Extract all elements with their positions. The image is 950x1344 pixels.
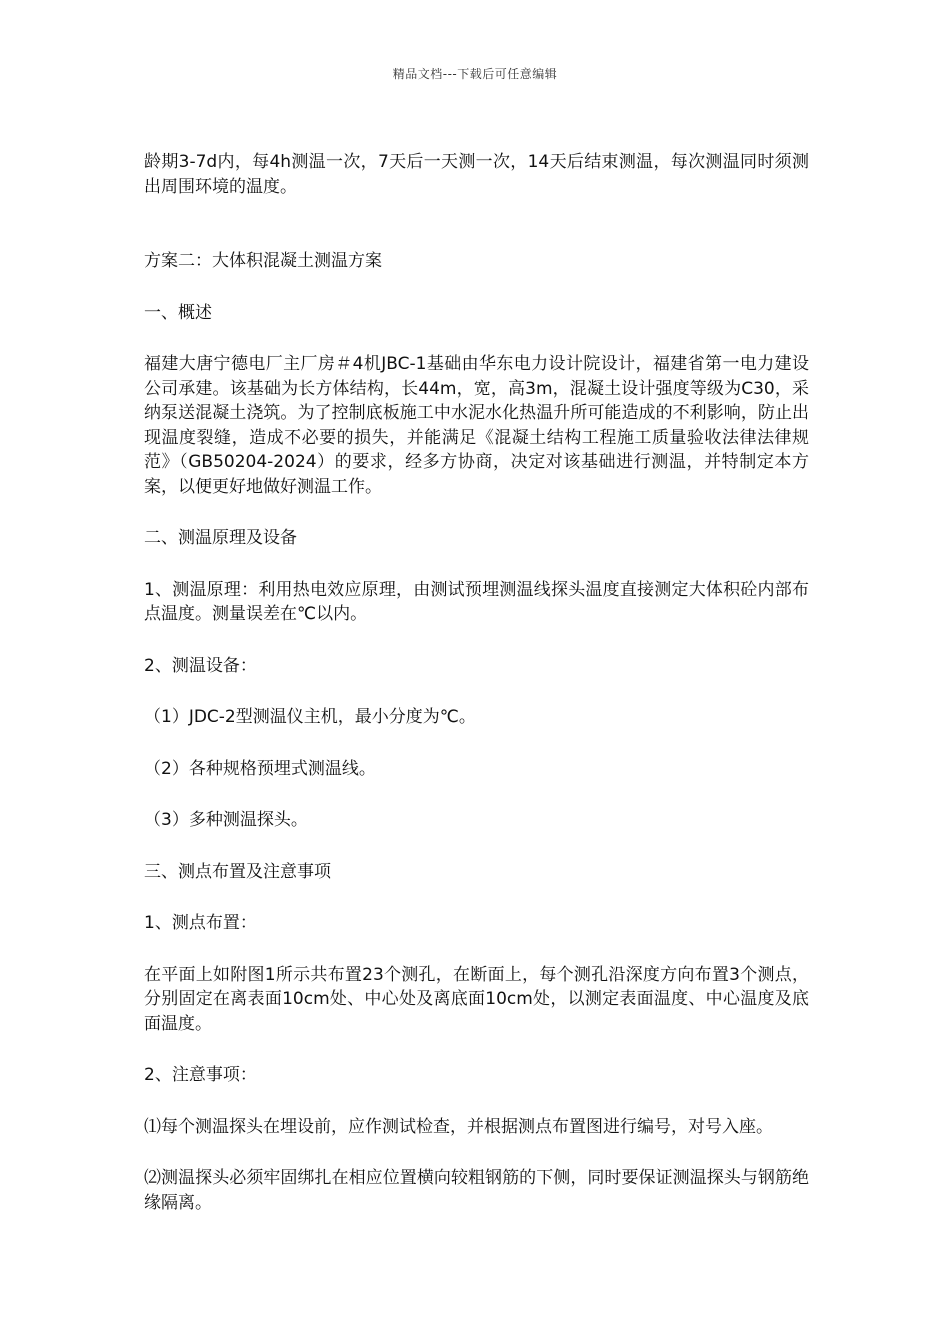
equipment-item-3: （3）多种测温探头。: [144, 810, 308, 830]
section3-layout-label: 1、测点布置：: [144, 913, 257, 933]
note-item-1: ⑴每个测温探头在埋设前，应作测试检查，并根据测点布置图进行编号，对号入座。: [144, 1116, 773, 1137]
section2-title: 二、测温原理及设备: [144, 528, 297, 548]
intro-paragraph: 龄期3-7d内，每4h测温一次，7天后一天测一次，14天后结束测温，每次测温同时须测出周围环境的温度。: [144, 152, 809, 197]
document-body: [144, 150, 809, 1215]
equipment-item-1: （1）JDC-2型测温仪主机，最小分度为℃。: [144, 707, 476, 727]
page-header: 精品文档---下载后可任意编辑: [392, 67, 558, 81]
section1-paragraph: 福建大唐宁德电厂主厂房＃4机JBC-1基础由华东电力设计院设计，福建省第一电力建设公司承建。该基础为长方体结构，长44m，宽，高3m，混凝土设计强度等级为C30，采纳泵送混凝土浇筑。为了控制底板施工中水泥水化热温升所可能造成的不利影响，防止出现温度裂缝，造成不必要的损失，并能满足《混凝土结构工程施工质量验收法律法律规范》（GB50204-2024）的要求，经多方协商，决定对该基础进行测温，并特制定本方案，以便更好地做好测温工作。: [144, 354, 809, 497]
section2-equipment-label: 2、测温设备：: [144, 655, 257, 676]
note-item-2: ⑵测温探头必须牢固绑扎在相应位置横向较粗钢筋的下侧，同时要保证测温探头与钢筋绝缘隔离。: [144, 1168, 809, 1213]
section2-principle: 1、测温原理：利用热电效应原理，由测试预埋测温线探头温度直接测定大体积砼内部布点温度。测量误差在℃以内。: [144, 579, 809, 624]
section3-notes-label: 2、注意事项：: [144, 1065, 257, 1085]
section3-title: 三、测点布置及注意事项: [144, 861, 331, 882]
plan-title: 方案二：大体积混凝土测温方案: [144, 251, 382, 271]
section1-title: 一、概述: [144, 302, 212, 323]
section3-layout-paragraph: 在平面上如附图1所示共布置23个测孔，在断面上，每个测孔沿深度方向布置3个测点，分别固定在离表面10cm处、中心处及离底面10cm处，以测定表面温度、中心温度及底面温度。: [144, 964, 809, 1034]
equipment-item-2: （2）各种规格预埋式测温线。: [144, 758, 376, 779]
